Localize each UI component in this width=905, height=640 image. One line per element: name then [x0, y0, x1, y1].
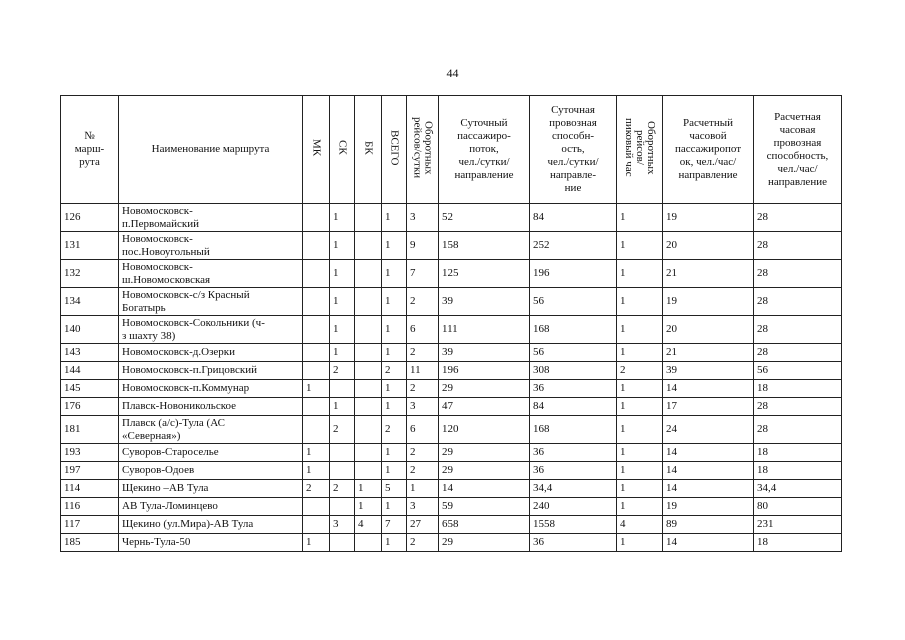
sk-cell: 1 — [330, 398, 355, 416]
header-number: № марш- рута — [61, 96, 119, 204]
header-row — [61, 96, 842, 204]
bk-cell: 1 — [355, 480, 382, 498]
mk-cell — [303, 288, 330, 316]
header-bk: БК — [355, 96, 382, 204]
daily-capacity-cell: 168 — [530, 416, 617, 444]
bk-cell — [355, 344, 382, 362]
daily-capacity-cell: 36 — [530, 444, 617, 462]
table-row — [61, 204, 842, 232]
peak-turnover-cell: 1 — [617, 498, 663, 516]
hourly-capacity-cell: 28 — [754, 232, 842, 260]
hourly-flow-cell: 14 — [663, 462, 754, 480]
hourly-flow-cell: 21 — [663, 260, 754, 288]
route-number-cell: 126 — [61, 204, 119, 232]
sk-cell: 1 — [330, 232, 355, 260]
route-number-cell: 181 — [61, 416, 119, 444]
route-number-cell: 140 — [61, 316, 119, 344]
daily-flow-cell: 196 — [439, 362, 530, 380]
route-name-cell: Плавск (а/с)-Тула (АС «Северная») — [119, 416, 303, 444]
peak-turnover-cell: 1 — [617, 462, 663, 480]
total-cell: 7 — [382, 516, 407, 534]
header-daily-capacity: Суточная провозная способн- ость, чел./сутки/ направле- ние — [530, 96, 617, 204]
header-mk: МК — [303, 96, 330, 204]
route-number-cell: 176 — [61, 398, 119, 416]
hourly-capacity-cell: 18 — [754, 534, 842, 552]
bk-cell — [355, 416, 382, 444]
daily-capacity-cell: 56 — [530, 288, 617, 316]
table-row — [61, 344, 842, 362]
sk-cell — [330, 534, 355, 552]
daily-capacity-cell: 168 — [530, 316, 617, 344]
peak-turnover-cell: 1 — [617, 444, 663, 462]
bk-cell — [355, 288, 382, 316]
mk-cell — [303, 416, 330, 444]
daily-capacity-cell: 196 — [530, 260, 617, 288]
sk-cell: 1 — [330, 316, 355, 344]
daily-flow-cell: 29 — [439, 444, 530, 462]
turnover-cell: 2 — [407, 462, 439, 480]
mk-cell: 1 — [303, 534, 330, 552]
turnover-cell: 1 — [407, 480, 439, 498]
table-row — [61, 498, 842, 516]
turnover-cell: 6 — [407, 416, 439, 444]
hourly-flow-cell: 14 — [663, 444, 754, 462]
sk-cell: 2 — [330, 362, 355, 380]
total-cell: 1 — [382, 232, 407, 260]
turnover-cell: 3 — [407, 498, 439, 516]
turnover-cell: 2 — [407, 534, 439, 552]
hourly-flow-cell: 19 — [663, 288, 754, 316]
total-cell: 2 — [382, 416, 407, 444]
peak-turnover-cell: 1 — [617, 344, 663, 362]
bk-cell — [355, 362, 382, 380]
hourly-flow-cell: 14 — [663, 480, 754, 498]
bk-cell — [355, 462, 382, 480]
header-route-name: Наименование маршрута — [119, 96, 303, 204]
header-turnover: Оборотных рейсов/сутки — [407, 96, 439, 204]
sk-cell — [330, 380, 355, 398]
daily-flow-cell: 29 — [439, 462, 530, 480]
table-row — [61, 534, 842, 552]
mk-cell — [303, 362, 330, 380]
table-row — [61, 316, 842, 344]
hourly-flow-cell: 39 — [663, 362, 754, 380]
hourly-capacity-cell: 231 — [754, 516, 842, 534]
table-row — [61, 444, 842, 462]
total-cell: 1 — [382, 444, 407, 462]
bk-cell: 4 — [355, 516, 382, 534]
route-number-cell: 131 — [61, 232, 119, 260]
route-number-cell: 114 — [61, 480, 119, 498]
daily-capacity-cell: 56 — [530, 344, 617, 362]
sk-cell: 1 — [330, 260, 355, 288]
turnover-cell: 3 — [407, 204, 439, 232]
page-number: 44 — [446, 66, 459, 80]
sk-cell: 2 — [330, 416, 355, 444]
total-cell: 5 — [382, 480, 407, 498]
route-name-cell: Чернь-Тула-50 — [119, 534, 303, 552]
route-number-cell: 197 — [61, 462, 119, 480]
table-row — [61, 416, 842, 444]
total-cell: 1 — [382, 534, 407, 552]
daily-flow-cell: 47 — [439, 398, 530, 416]
daily-flow-cell: 29 — [439, 380, 530, 398]
hourly-capacity-cell: 28 — [754, 288, 842, 316]
mk-cell — [303, 344, 330, 362]
table-row — [61, 362, 842, 380]
turnover-cell: 27 — [407, 516, 439, 534]
peak-turnover-cell: 1 — [617, 380, 663, 398]
route-name-cell: Новомосковск-д.Озерки — [119, 344, 303, 362]
daily-flow-cell: 39 — [439, 344, 530, 362]
hourly-capacity-cell: 28 — [754, 344, 842, 362]
total-cell: 1 — [382, 498, 407, 516]
bk-cell — [355, 398, 382, 416]
route-name-cell: Щекино –АВ Тула — [119, 480, 303, 498]
route-number-cell: 117 — [61, 516, 119, 534]
sk-cell: 1 — [330, 204, 355, 232]
header-hourly-capacity: Расчетная часовая провозная способность, чел./час/ направление — [754, 96, 842, 204]
bk-cell — [355, 232, 382, 260]
header-total: ВСЕГО — [382, 96, 407, 204]
turnover-cell: 3 — [407, 398, 439, 416]
hourly-capacity-cell: 34,4 — [754, 480, 842, 498]
peak-turnover-cell: 1 — [617, 204, 663, 232]
sk-cell — [330, 498, 355, 516]
hourly-flow-cell: 19 — [663, 204, 754, 232]
hourly-flow-cell: 14 — [663, 534, 754, 552]
peak-turnover-cell: 1 — [617, 260, 663, 288]
hourly-flow-cell: 19 — [663, 498, 754, 516]
route-name-cell: Новомосковск- п.Первомайский — [119, 204, 303, 232]
hourly-flow-cell: 20 — [663, 316, 754, 344]
daily-flow-cell: 59 — [439, 498, 530, 516]
peak-turnover-cell: 4 — [617, 516, 663, 534]
hourly-capacity-cell: 80 — [754, 498, 842, 516]
sk-cell: 1 — [330, 288, 355, 316]
mk-cell: 1 — [303, 444, 330, 462]
daily-capacity-cell: 34,4 — [530, 480, 617, 498]
daily-flow-cell: 158 — [439, 232, 530, 260]
total-cell: 1 — [382, 288, 407, 316]
hourly-capacity-cell: 56 — [754, 362, 842, 380]
daily-capacity-cell: 84 — [530, 398, 617, 416]
total-cell: 1 — [382, 344, 407, 362]
total-cell: 1 — [382, 462, 407, 480]
peak-turnover-cell: 1 — [617, 232, 663, 260]
route-name-cell: Плавск-Новоникольское — [119, 398, 303, 416]
mk-cell — [303, 232, 330, 260]
daily-flow-cell: 125 — [439, 260, 530, 288]
peak-turnover-cell: 1 — [617, 534, 663, 552]
bk-cell — [355, 316, 382, 344]
hourly-capacity-cell: 28 — [754, 398, 842, 416]
daily-flow-cell: 29 — [439, 534, 530, 552]
table-row — [61, 232, 842, 260]
route-name-cell: Щекино (ул.Мира)-АВ Тула — [119, 516, 303, 534]
bk-cell — [355, 534, 382, 552]
daily-flow-cell: 39 — [439, 288, 530, 316]
sk-cell — [330, 444, 355, 462]
header-sk: СК — [330, 96, 355, 204]
routes-table — [60, 95, 842, 552]
turnover-cell: 2 — [407, 444, 439, 462]
total-cell: 1 — [382, 380, 407, 398]
daily-flow-cell: 120 — [439, 416, 530, 444]
bk-cell: 1 — [355, 498, 382, 516]
mk-cell — [303, 516, 330, 534]
mk-cell — [303, 260, 330, 288]
peak-turnover-cell: 1 — [617, 416, 663, 444]
header-hourly-flow: Расчетный часовой пассажиропот ок, чел./час/ направление — [663, 96, 754, 204]
mk-cell: 2 — [303, 480, 330, 498]
hourly-flow-cell: 17 — [663, 398, 754, 416]
table-row — [61, 380, 842, 398]
header-peak-turnover: Оборотных рейсов/ пиковый час — [617, 96, 663, 204]
route-name-cell: Суворов-Одоев — [119, 462, 303, 480]
total-cell: 1 — [382, 398, 407, 416]
daily-capacity-cell: 252 — [530, 232, 617, 260]
daily-flow-cell: 52 — [439, 204, 530, 232]
hourly-capacity-cell: 18 — [754, 462, 842, 480]
daily-flow-cell: 111 — [439, 316, 530, 344]
mk-cell: 1 — [303, 462, 330, 480]
table-row — [61, 480, 842, 498]
route-name-cell: Суворов-Староселье — [119, 444, 303, 462]
daily-flow-cell: 14 — [439, 480, 530, 498]
mk-cell — [303, 498, 330, 516]
hourly-capacity-cell: 18 — [754, 444, 842, 462]
hourly-flow-cell: 21 — [663, 344, 754, 362]
mk-cell: 1 — [303, 380, 330, 398]
route-name-cell: Новомосковск- пос.Новоугольный — [119, 232, 303, 260]
hourly-capacity-cell: 18 — [754, 380, 842, 398]
daily-capacity-cell: 84 — [530, 204, 617, 232]
daily-capacity-cell: 36 — [530, 534, 617, 552]
route-name-cell: АВ Тула-Ломинцево — [119, 498, 303, 516]
sk-cell: 3 — [330, 516, 355, 534]
daily-capacity-cell: 240 — [530, 498, 617, 516]
route-name-cell: Новомосковск- ш.Новомосковская — [119, 260, 303, 288]
route-number-cell: 116 — [61, 498, 119, 516]
mk-cell — [303, 316, 330, 344]
sk-cell: 2 — [330, 480, 355, 498]
bk-cell — [355, 204, 382, 232]
total-cell: 2 — [382, 362, 407, 380]
route-number-cell: 145 — [61, 380, 119, 398]
turnover-cell: 9 — [407, 232, 439, 260]
total-cell: 1 — [382, 316, 407, 344]
route-number-cell: 185 — [61, 534, 119, 552]
total-cell: 1 — [382, 204, 407, 232]
peak-turnover-cell: 2 — [617, 362, 663, 380]
route-number-cell: 144 — [61, 362, 119, 380]
turnover-cell: 2 — [407, 380, 439, 398]
mk-cell — [303, 398, 330, 416]
route-name-cell: Новомосковск-Сокольники (ч- з шахту 38) — [119, 316, 303, 344]
total-cell: 1 — [382, 260, 407, 288]
table-row — [61, 260, 842, 288]
bk-cell — [355, 260, 382, 288]
daily-capacity-cell: 36 — [530, 462, 617, 480]
route-number-cell: 143 — [61, 344, 119, 362]
daily-capacity-cell: 36 — [530, 380, 617, 398]
hourly-capacity-cell: 28 — [754, 260, 842, 288]
hourly-flow-cell: 14 — [663, 380, 754, 398]
peak-turnover-cell: 1 — [617, 316, 663, 344]
sk-cell: 1 — [330, 344, 355, 362]
hourly-capacity-cell: 28 — [754, 416, 842, 444]
hourly-flow-cell: 20 — [663, 232, 754, 260]
turnover-cell: 11 — [407, 362, 439, 380]
route-number-cell: 193 — [61, 444, 119, 462]
peak-turnover-cell: 1 — [617, 480, 663, 498]
peak-turnover-cell: 1 — [617, 288, 663, 316]
bk-cell — [355, 380, 382, 398]
route-name-cell: Новомосковск-с/з Красный Богатырь — [119, 288, 303, 316]
turnover-cell: 6 — [407, 316, 439, 344]
hourly-capacity-cell: 28 — [754, 316, 842, 344]
route-number-cell: 134 — [61, 288, 119, 316]
turnover-cell: 2 — [407, 344, 439, 362]
daily-flow-cell: 658 — [439, 516, 530, 534]
hourly-flow-cell: 89 — [663, 516, 754, 534]
hourly-flow-cell: 24 — [663, 416, 754, 444]
table-row — [61, 462, 842, 480]
route-name-cell: Новомосковск-п.Коммунар — [119, 380, 303, 398]
peak-turnover-cell: 1 — [617, 398, 663, 416]
route-number-cell: 132 — [61, 260, 119, 288]
table-row — [61, 398, 842, 416]
header-daily-flow: Суточный пассажиро- поток, чел./сутки/ направление — [439, 96, 530, 204]
hourly-capacity-cell: 28 — [754, 204, 842, 232]
daily-capacity-cell: 308 — [530, 362, 617, 380]
mk-cell — [303, 204, 330, 232]
route-name-cell: Новомосковск-п.Грицовский — [119, 362, 303, 380]
table-row — [61, 516, 842, 534]
daily-capacity-cell: 1558 — [530, 516, 617, 534]
turnover-cell: 7 — [407, 260, 439, 288]
sk-cell — [330, 462, 355, 480]
bk-cell — [355, 444, 382, 462]
turnover-cell: 2 — [407, 288, 439, 316]
table-row — [61, 288, 842, 316]
